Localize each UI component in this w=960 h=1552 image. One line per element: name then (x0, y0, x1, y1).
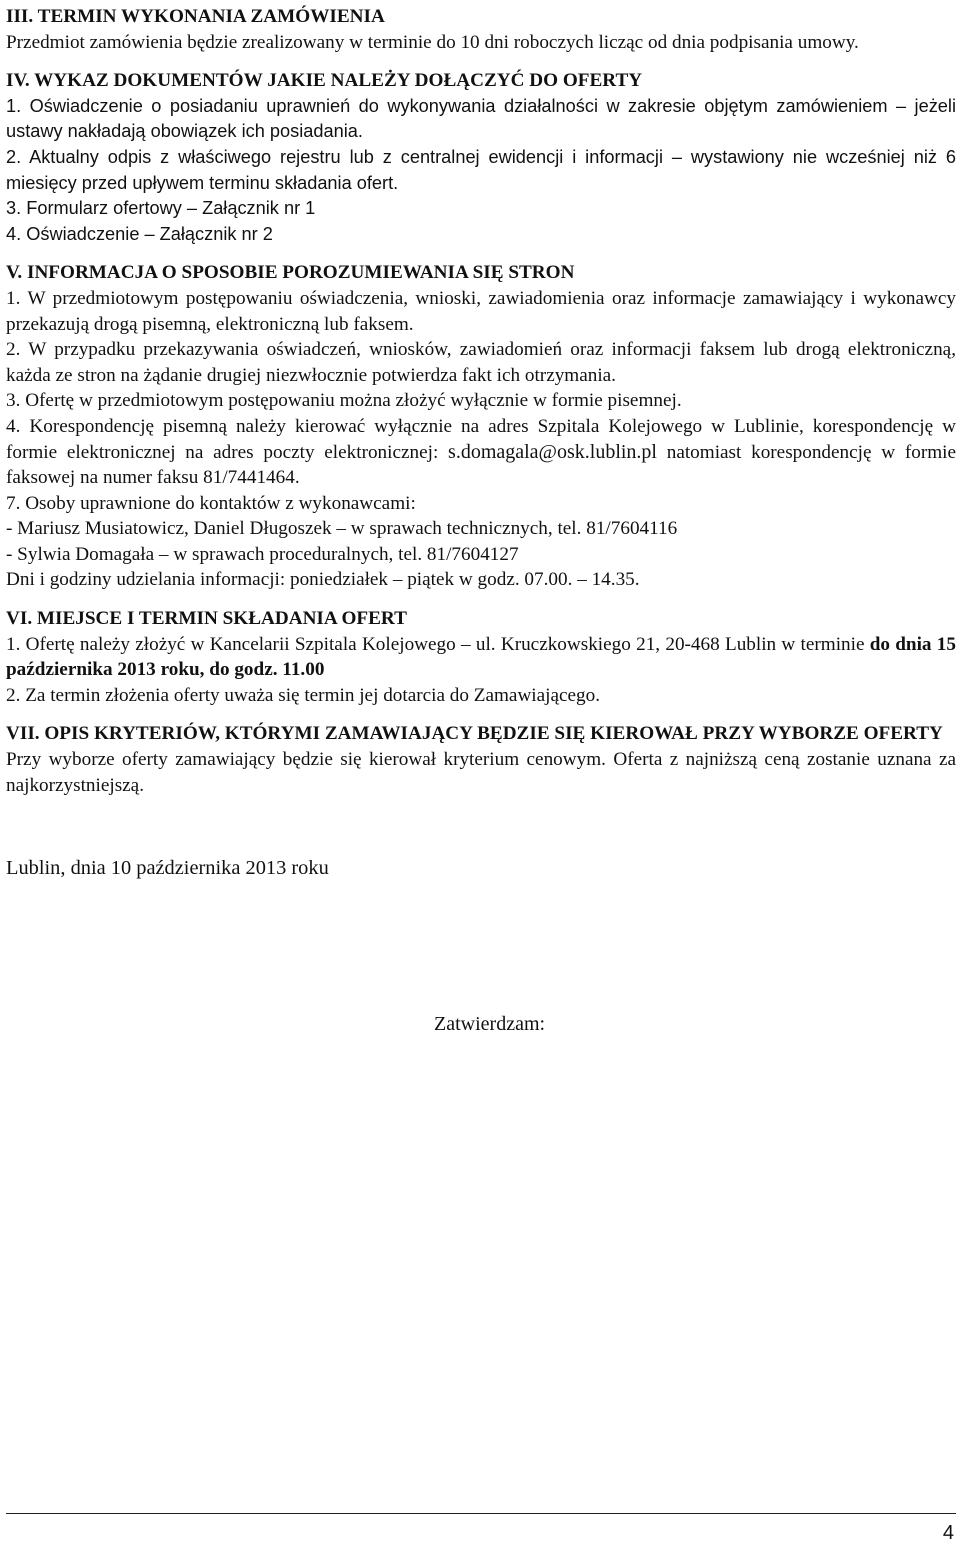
section-6-heading: VI. MIEJSCE I TERMIN SKŁADANIA OFERT (6, 608, 407, 630)
list-item (6, 632, 956, 683)
list-item: 1. W przedmiotowym postępowaniu oświadczenia, wnioski, zawiadomienia oraz informacje zamawiający i wykonawcy przekazują drogą pisemną, elektroniczną lub faksem. (6, 287, 956, 335)
section-6 (6, 606, 956, 708)
section-5 (6, 260, 956, 593)
list-item: 2. W przypadku przekazywania oświadczeń, wniosków, zawiadomień oraz informacji faksem lub drogą elektroniczną, każda ze stron na żądanie drugiej niezwłocznie potwierdza fakt ich otrzymania. (6, 339, 956, 386)
page-number: 4 (942, 1522, 954, 1544)
document-page (6, 4, 956, 882)
email-address: s.domagala@osk.lublin.pl (448, 440, 657, 463)
section-4-heading: IV. WYKAZ DOKUMENTÓW JAKIE NALEŻY DOŁĄCZYĆ DO OFERTY (6, 70, 643, 92)
section-3 (6, 4, 956, 55)
list-item (6, 414, 956, 491)
item-4-text: 4. Korespondencję pisemną należy kierować wyłącznie na adres Szpitala Kolejowego w Lublinie, korespondencję w formie elektronicznej na adres poczty elektronicznej: (6, 415, 956, 463)
section-3-text: Przedmiot zamówienia będzie zrealizowany w terminie do 10 dni roboczych licząc od dnia podpisania umowy. (6, 31, 859, 53)
place-and-date: Lublin, dnia 10 października 2013 roku (6, 857, 329, 880)
section-5-heading: V. INFORMACJA O SPOSOBIE POROZUMIEWANIA SIĘ STRON (6, 262, 575, 284)
list-item: 4. Oświadczenie – Załącznik nr 2 (6, 223, 273, 244)
section-7-heading: VII. OPIS KRYTERIÓW, KTÓRYMI ZAMAWIAJĄCY BĘDZIE SIĘ KIEROWAŁ PRZY WYBORZE OFERTY (6, 723, 943, 745)
contact-line: - Sylwia Domagała – w sprawach proceduralnych, tel. 81/7604127 (6, 543, 519, 565)
section-4 (6, 68, 956, 247)
approved-label: Zatwierdzam: (434, 1013, 546, 1035)
list-item: 3. Formularz ofertowy – Załącznik nr 1 (6, 198, 316, 219)
item-1-text: 1. Ofertę należy złożyć w Kancelarii Szpitala Kolejowego – ul. Kruczkowskiego 21, 20-468 Lublin w terminie (6, 633, 870, 655)
contact-line: - Mariusz Musiatowicz, Daniel Długoszek – w sprawach technicznych, tel. 81/7604116 (6, 518, 678, 540)
list-item: 2. Za termin złożenia oferty uważa się termin jej dotarcia do Zamawiającego. (6, 684, 601, 706)
list-item: 1. Oświadczenie o posiadaniu uprawnień do wykonywania działalności w zakresie objętym zamówieniem – jeżeli ustawy nakładają obowiązek ich posiadania. (6, 95, 956, 142)
section-7 (6, 721, 956, 798)
footer-divider (6, 1513, 956, 1514)
item-4-fax: natomiast korespondencję w formie faksowej na numer faksu 81/7441464. (6, 441, 956, 489)
section-3-heading: III. TERMIN WYKONANIA ZAMÓWIENIA (6, 6, 385, 27)
section-7-text: Przy wyborze oferty zamawiający będzie się kierował kryterium cenowym. Oferta z najniższą ceną zostanie uznana za najkorzystniejszą. (6, 749, 956, 796)
contacts-heading: 7. Osoby uprawnione do kontaktów z wykonawcami: (6, 492, 416, 514)
deadline: do dnia 15 października 2013 roku, do godz. 11.00 (6, 633, 956, 681)
list-item: 2. Aktualny odpis z właściwego rejestru lub z centralnej ewidencji i informacji – wystawiony nie wcześniej niż 6 miesięcy przed upływem terminu składania ofert. (6, 146, 956, 193)
contact-hours: Dni i godziny udzielania informacji: poniedziałek – piątek w godz. 07.00. – 14.35. (6, 569, 640, 591)
list-item: 3. Ofertę w przedmiotowym postępowaniu można złożyć wyłącznie w formie pisemnej. (6, 390, 682, 412)
